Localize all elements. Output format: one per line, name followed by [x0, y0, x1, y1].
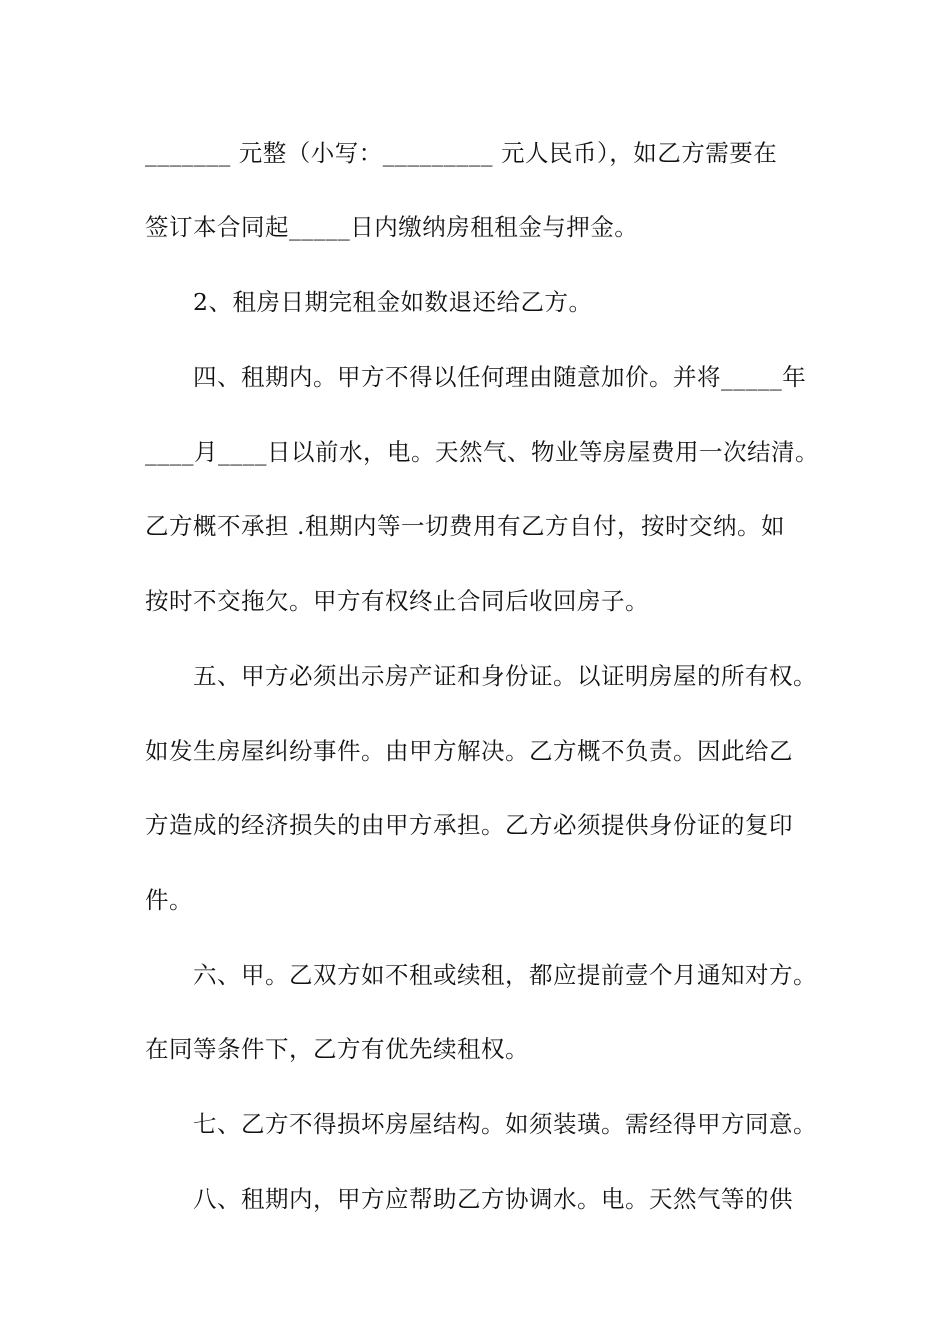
text-line: 如发生房屋纠纷事件。由甲方解决。乙方概不负责。因此给乙: [145, 737, 793, 765]
text-line: 按时不交拖欠。甲方有权终止合同后收回房子。: [145, 587, 649, 615]
text-line: _______ 元整（小写：_________ 元人民币），如乙方需要在: [145, 139, 778, 167]
text-line: 方造成的经济损失的由甲方承担。乙方必须提供身份证的复印: [145, 811, 793, 839]
text-line: 件。: [145, 886, 193, 914]
text-line: 六、甲。乙双方如不租或续租，都应提前壹个月通知对方。: [193, 961, 817, 989]
text-line: 七、乙方不得损坏房屋结构。如须装璜。需经得甲方同意。: [193, 1110, 817, 1138]
text-line: ____月____日以前水，电。天然气、物业等房屋费用一次结清。: [145, 438, 819, 466]
text-line: 五、甲方必须出示房产证和身份证。以证明房屋的所有权。: [193, 662, 817, 690]
text-line: 2、租房日期完租金如数退还给乙方。: [193, 288, 593, 316]
text-line: 四、租期内。甲方不得以任何理由随意加价。并将_____年: [193, 363, 807, 391]
text-line: 签订本合同起_____日内缴纳房租租金与押金。: [145, 213, 639, 241]
text-line: 乙方概不承担 .租期内等一切费用有乙方自付，按时交纳。如: [145, 512, 785, 540]
text-line: 在同等条件下，乙方有优先续租权。: [145, 1035, 529, 1063]
text-line: 八、租期内，甲方应帮助乙方协调水。电。天然气等的供: [193, 1185, 793, 1213]
